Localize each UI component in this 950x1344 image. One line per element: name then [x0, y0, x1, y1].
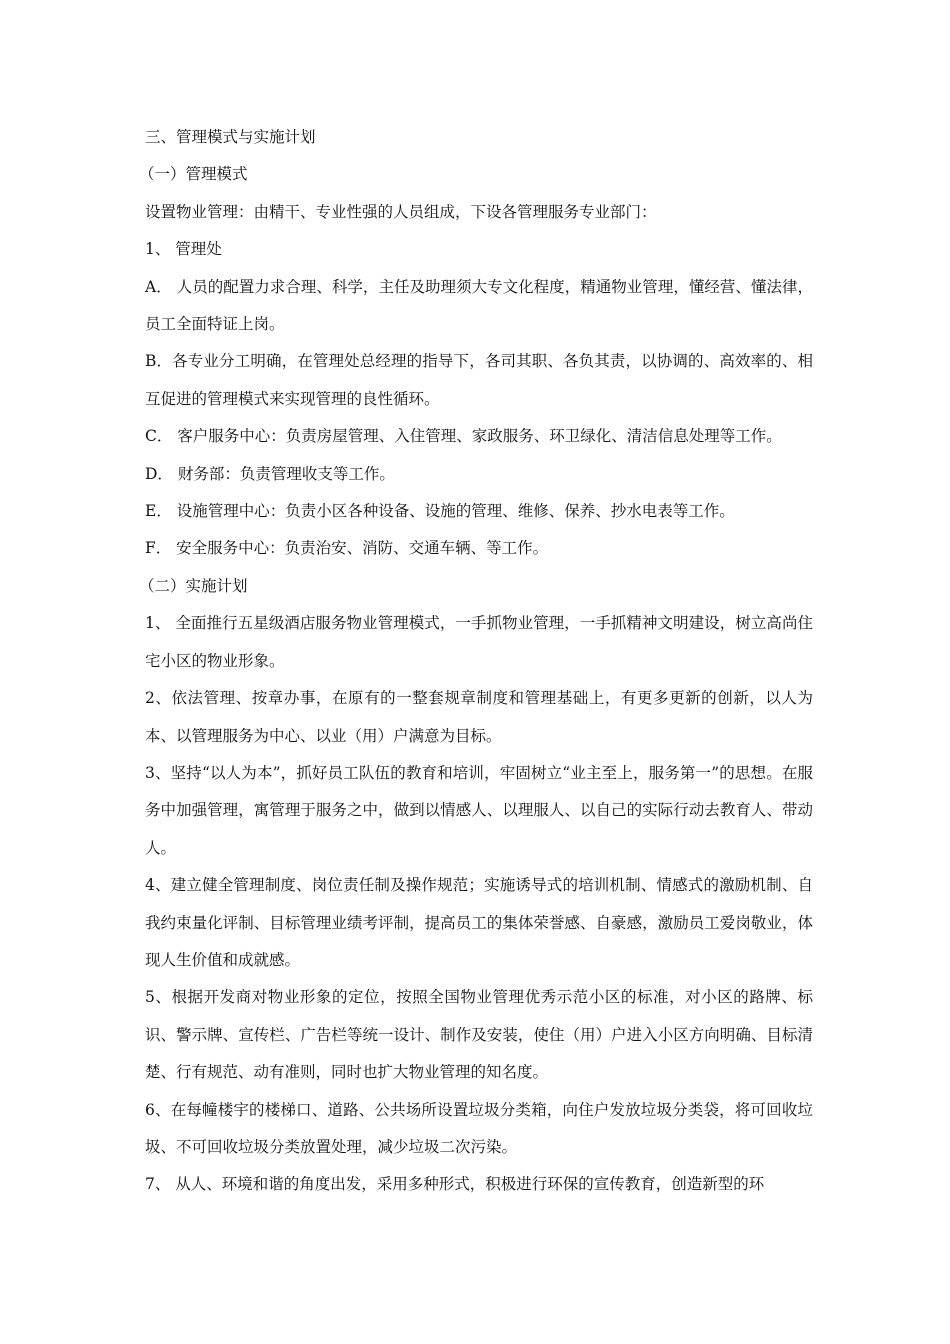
section-heading-management-mode: （一）管理模式	[139, 165, 248, 184]
plan-7-paragraph: 7、 从人、环境和谐的角度出发，采用多种形式，积极进行环保的宣传教育，创造新型的环	[145, 1175, 765, 1194]
item-a-paragraph: A． 人员的配置力求合理、科学，主任及助理须大专文化程度，精通物业管理，懂经营、懂法律，员工全面特证上岗。	[145, 277, 813, 334]
item-d-paragraph: D． 财务部：负责管理收支等工作。	[145, 464, 395, 483]
section-title: 三、管理模式与实施计划	[145, 128, 316, 146]
item-f-paragraph: F． 安全服务中心：负责治安、消防、交通车辆、等工作。	[145, 539, 549, 558]
item-b-paragraph: B．各专业分工明确，在管理处总经理的指导下，各司其职、各负其责，以协调的、高效率的、相互促进的管理模式来实现管理的良性循环。	[145, 352, 813, 408]
document-body	[139, 119, 813, 1204]
plan-4-paragraph: 4、建立健全管理制度、岗位责任制及操作规范；实施诱导式的培训机制、情感式的激励机制、自我约束量化评制、目标管理业绩考评制，提高员工的集体荣誉感、自豪感，激励员工爱岗敬业，体现人生价值和成就感。	[145, 876, 813, 969]
plan-1-paragraph: 1、 全面推行五星级酒店服务物业管理模式，一手抓物业管理，一手抓精神文明建设，树立高尚住宅小区的物业形象。	[145, 614, 813, 670]
section-heading-implementation-plan: （二）实施计划	[139, 576, 248, 595]
plan-3-paragraph: 3、坚持“以人为本”，抓好员工队伍的教育和培训，牢固树立“业主至上，服务第一”的思想。在服务中加强管理，寓管理于服务之中，做到以情感人、以理服人、以自己的实际行动去教育人、带动人。	[145, 763, 813, 857]
plan-5-paragraph: 5、根据开发商对物业形象的定位，按照全国物业管理优秀示范小区的标准，对小区的路牌、标识、警示牌、宣传栏、广告栏等统一设计、制作及安装，使住（用）户进入小区方向明确、目标清楚、行有规范、动有准则，同时也扩大物业管理的知名度。	[145, 988, 813, 1082]
plan-6-paragraph: 6、在每幢楼宇的楼梯口、道路、公共场所设置垃圾分类箱，向住户发放垃圾分类袋，将可回收垃圾、不可回收垃圾分类放置处理，减少垃圾二次污染。	[145, 1100, 813, 1156]
plan-2-paragraph: 2、依法管理、按章办事，在原有的一整套规章制度和管理基础上，有更多更新的创新，以人为本、以管理服务为中心、以业（用）户满意为目标。	[145, 689, 813, 745]
intro-paragraph: 设置物业管理：由精干、专业性强的人员组成，下设各管理服务专业部门：	[145, 202, 657, 221]
item-e-paragraph: E． 设施管理中心：负责小区各种设备、设施的管理、维修、保养、抄水电表等工作。	[145, 502, 735, 521]
item-management-office: 1、 管理处	[145, 240, 222, 259]
item-c-paragraph: C． 客户服务中心：负责房屋管理、入住管理、家政服务、环卫绿化、清洁信息处理等工作。	[145, 427, 782, 446]
